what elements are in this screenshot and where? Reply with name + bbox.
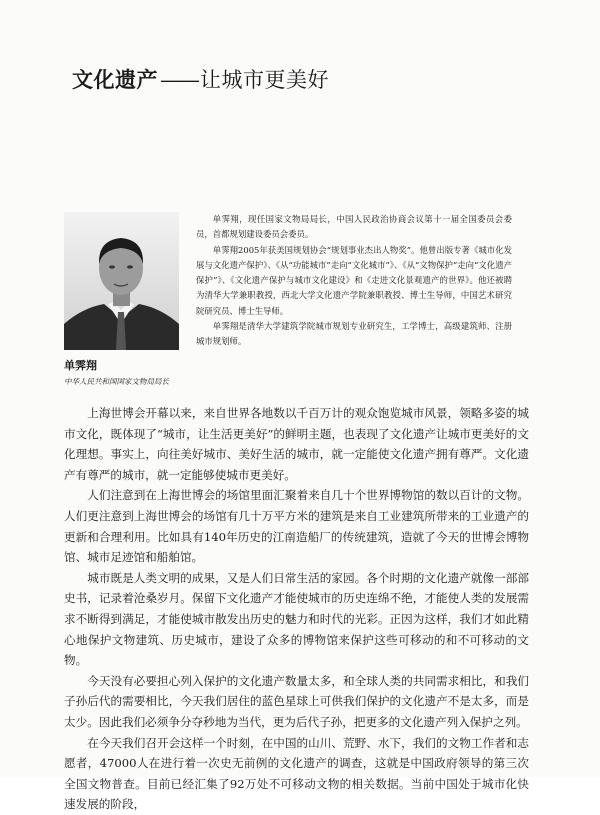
body-paragraph: 城市既是人类文明的成果，又是人们日常生活的家园。各个时期的文化遗产就像一部部史书，记录着沧桑岁月。保留下文化遗产才能使城市的历史连绵不绝，才能使人类的发展需求不断得到满足，才能使城市散发出历史的魅力和时代的光彩。正因为这样，我们才如此精心地保护文物建筑、历史城市，建设了众多的博物馆来保护这些可移动的和不可移动的文物。: [64, 570, 529, 668]
author-portrait-photo: [64, 212, 179, 350]
body-paragraph: 上海世博会开幕以来，来自世界各地数以千百万计的观众饱览城市风景，领略多姿的城市文化，既体现了“城市，让生活更美好”的鲜明主题，也表现了文化遗产让城市更美好的文化理想。事实上，向往美好城市、美好生活的城市，就一定能使文化遗产拥有尊严。文化遗产有尊严的城市，就一定能够使城市更美好。: [64, 406, 529, 482]
article-title-subtitle: 让城市更美好: [200, 68, 329, 92]
author-bio-paragraph: 单霁翔2005年获美国规划协会“规划事业杰出人物奖”。他曾出版专著《城市化发展与文化遗产保护》、《从“功能城市”走向“文化城市”》、《从“文物保护”走向“文化遗产保护”》、《文化遗产保护与城市文化建设》和《走进文化景观遗产的世界》。他还被聘为清华大学兼职教授，西北大学文化遗产学院兼职教授、博士生导师，中国艺术研究院研究员、博士生导师。: [196, 244, 512, 316]
body-paragraph: 在今天我们召开会这样一个时刻，在中国的山川、荒野、水下，我们的文物工作者和志愿者，47000人在进行着一次史无前例的文化遗产的调查，这就是中国政府领导的第三次全国文物普查。目前已经汇集了92万处不可移动文物的相关数据。当前中国处于城市化快速发展的阶段，: [64, 735, 529, 812]
article-title-main: 文化遗产: [72, 67, 158, 92]
article-body: [64, 403, 529, 815]
author-bio: [196, 212, 512, 350]
body-paragraph: 人们注意到在上海世博会的场馆里面汇聚着来自几十个世界博物馆的数以百计的文物。人们更注意到上海世博会的场馆有几十万平方米的建筑是来自工业建筑所带来的工业遗产的更新和合理利用。比如具有140年历史的江南造船厂的传统建筑，造就了今天的世博会博物馆、城市足迹馆和船舶馆。: [64, 488, 529, 565]
author-name: 单霁翔: [64, 359, 97, 372]
author-bio-paragraph: 单霁翔是清华大学建筑学院城市规划专业研究生，工学博士，高级建筑师、注册城市规划师。: [196, 321, 512, 347]
author-bio-paragraph: 单霁翔，现任国家文物局局长，中国人民政治协商会议第十一届全国委员会委员，首都规划建设委员会委员。: [196, 214, 512, 240]
article-title-dash: ——: [160, 68, 198, 92]
author-role: 中华人民共和国国家文物局局长: [64, 377, 169, 386]
body-paragraph: 今天没有必要担心列入保护的文化遗产数量太多，和全球人类的共同需求相比，和我们子孙后代的需要相比，今天我们居住的蓝色星球上可供我们保护的文化遗产不是太多，而是太少。因此我们必须争分夺秒地为当代，更为后代子孙，把更多的文化遗产列入保护之列。: [64, 673, 529, 729]
article-title: [72, 66, 329, 94]
